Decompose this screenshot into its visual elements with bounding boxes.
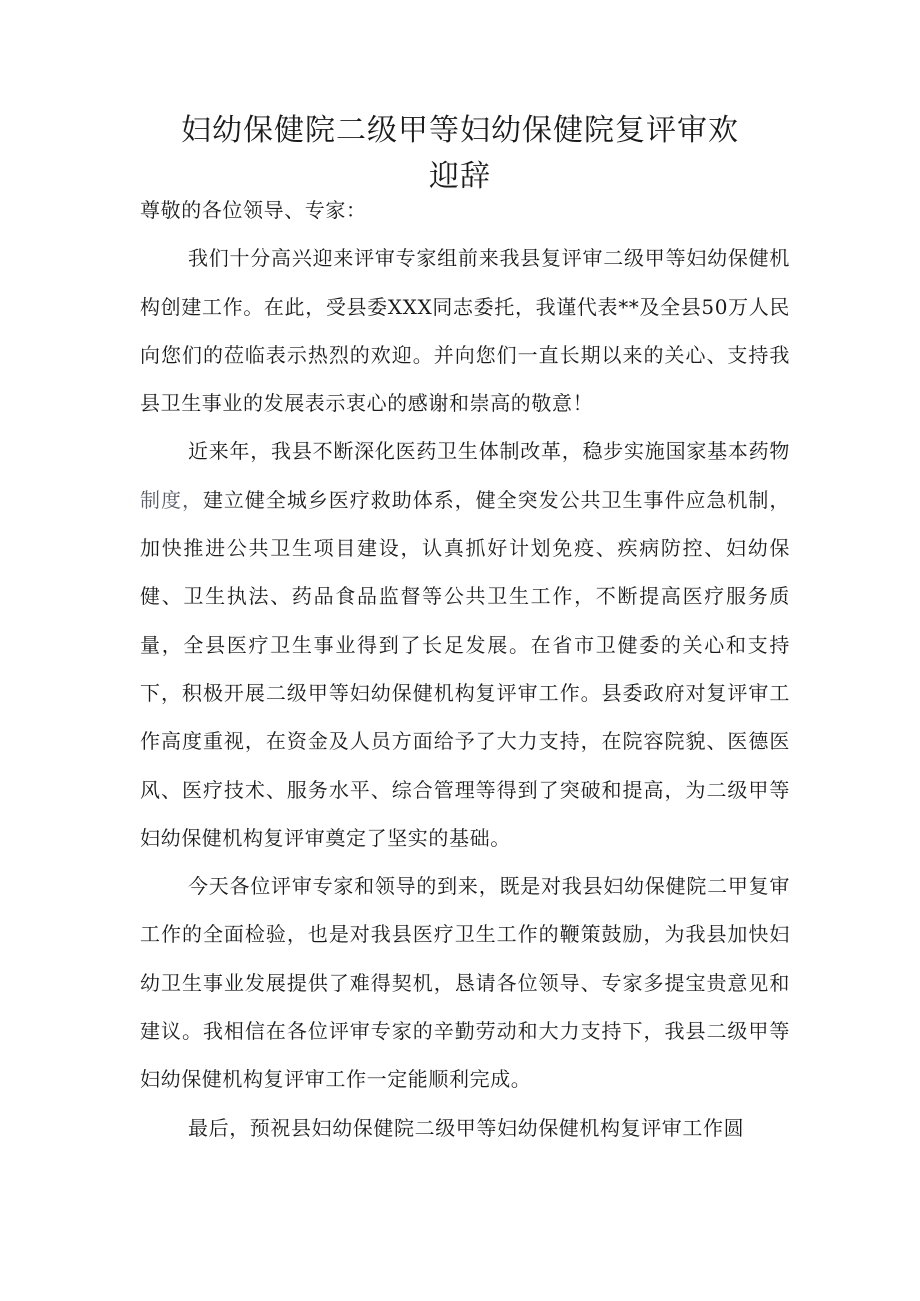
- paragraph-achievements: [140, 427, 790, 862]
- paragraph-closing: 最后，预祝县妇幼保健院二级甲等妇幼保健机构复评审工作圆: [188, 1115, 745, 1140]
- title-line-2: 迎辞: [429, 159, 491, 194]
- title-line-1: 妇幼保健院二级甲等妇幼保健院复评审欢: [181, 113, 739, 148]
- paragraph-welcome: 我们十分高兴迎来评审专家组前来我县复评审二级甲等妇幼保健机构创建工作。在此，受县委XXX同志委托，我谨代表**及全县50万人民向您们的莅临表示热烈的欢迎。并向您们一直长期以来的关心、支持我县卫生事业的发展表示衷心的感谢和崇高的敬意！: [140, 246, 790, 416]
- paragraph-achievements-part-a: 近来年，我县不断深化医药卫生体制改革，稳步实施国家基本药物: [188, 439, 790, 464]
- paragraph-achievements-part-c: 建立健全城乡医疗救助体系，健全突发公共卫生事件应急机制，加快推进公共卫生项目建设，认真抓好计划免疫、疾病防控、妇幼保健、卫生执法、药品食品监督等公共卫生工作，不断提高医疗服务质量，全县医疗卫生事业得到了长足发展。在省市卫健委的关心和支持下，积极开展二级甲等妇幼保健机构复评审工作。县委政府对复评审工作高度重视，在资金及人员方面给予了大力支持，在院容院貌、医德医风、医疗技术、服务水平、综合管理等得到了突破和提高，为二级甲等妇幼保健机构复评审奠定了坚实的基础。: [140, 487, 790, 850]
- paragraph-significance: 今天各位评审专家和领导的到来，既是对我县妇幼保健院二甲复审工作的全面检验，也是对我县医疗卫生工作的鞭策鼓励，为我县加快妇幼卫生事业发展提供了难得契机，恳请各位领导、专家多提宝贵意见和建议。我相信在各位评审专家的辛勤劳动和大力支持下，我县二级甲等妇幼保健机构复评审工作一定能顺利完成。: [140, 874, 790, 1092]
- salutation: 尊敬的各位领导、专家：: [140, 198, 367, 222]
- paragraph-achievements-part-b: 制度，: [140, 487, 203, 512]
- document-body: [140, 186, 790, 1152]
